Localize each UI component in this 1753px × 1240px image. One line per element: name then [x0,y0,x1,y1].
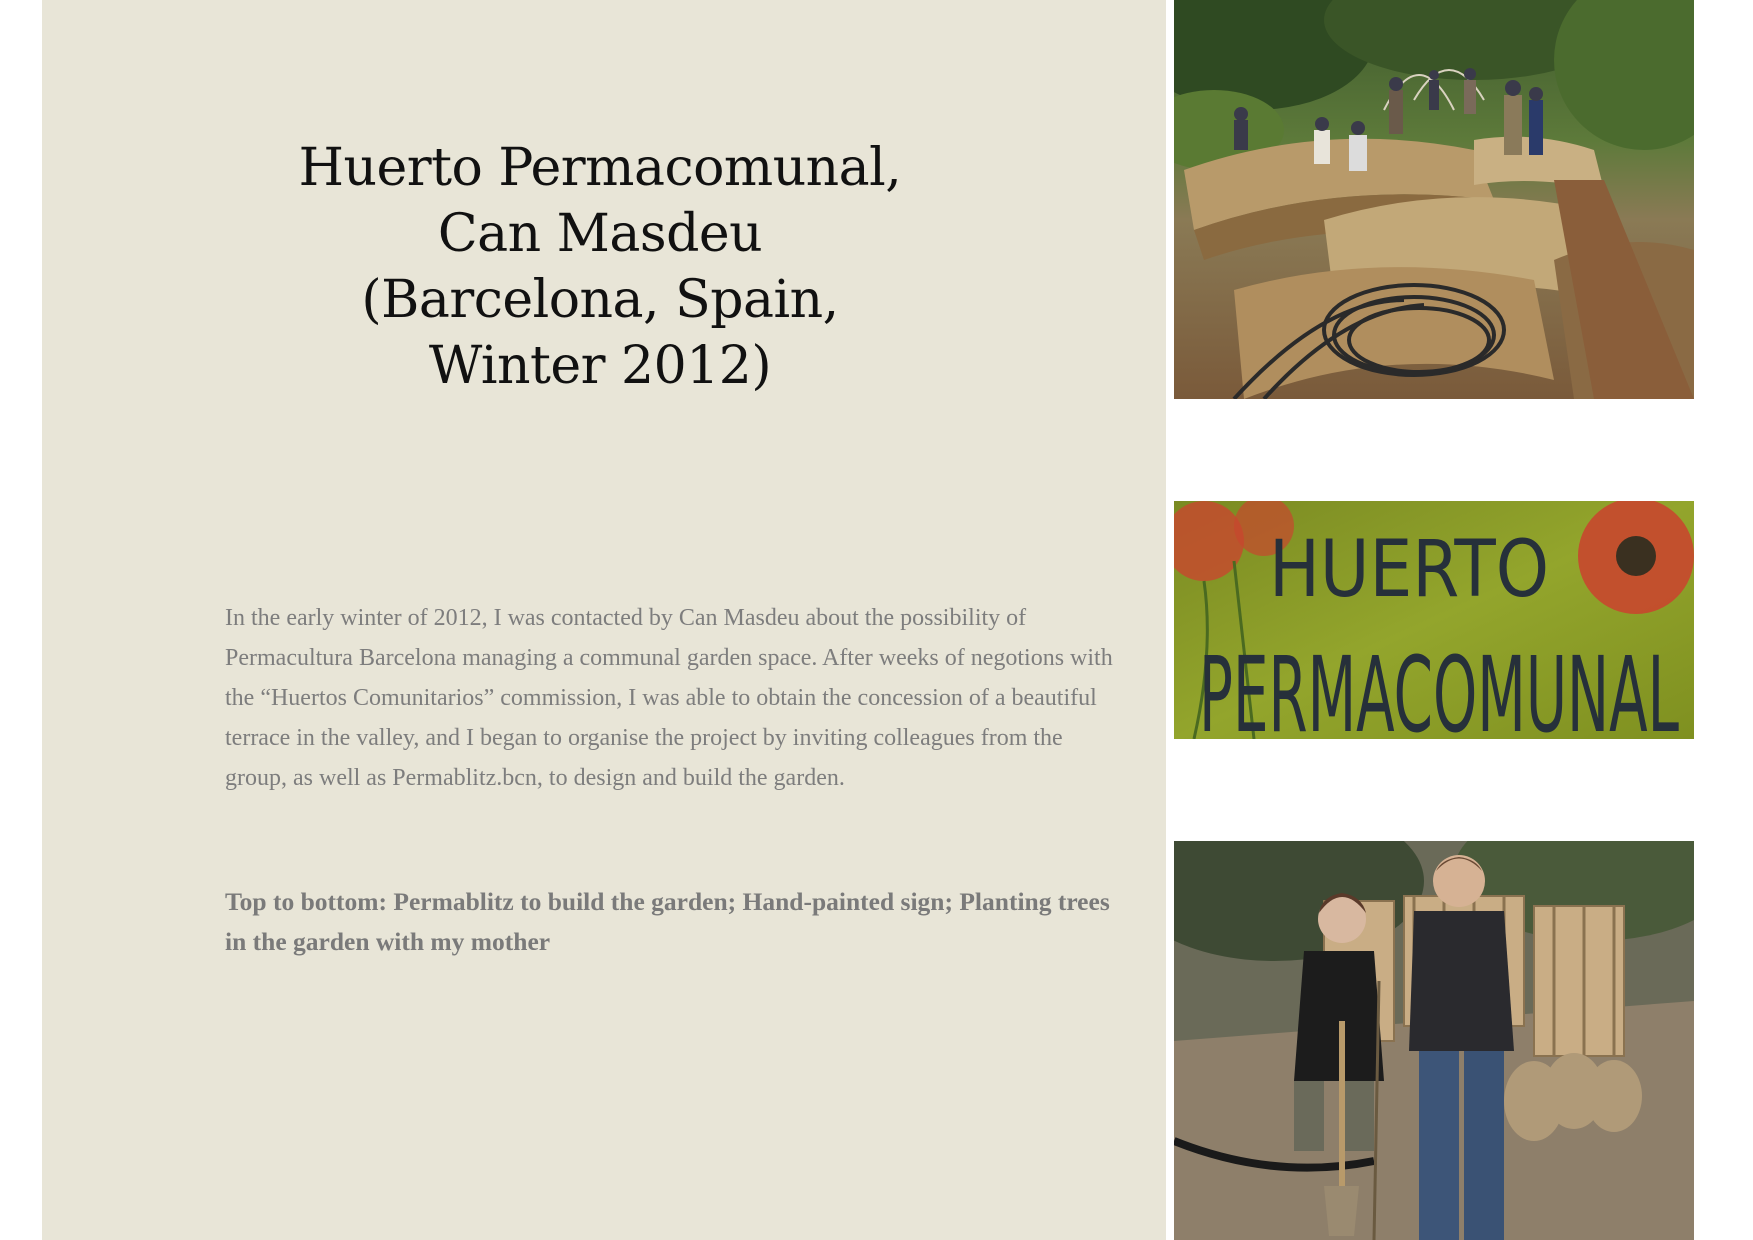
sign-line-2: PERMACOMUNAL [1199,634,1680,739]
sign-line-1: HUERTO [1269,525,1549,615]
garden-build-photo [1174,0,1694,399]
hand-painted-sign-photo [1174,501,1694,739]
page-title: Huerto Permacomunal, Can Masdeu (Barcelona, Spain, Winter 2012) [298,138,902,396]
body-paragraph: In the early winter of 2012, I was contacted by Can Masdeu about the possibility of Permacultura Barcelona managing a communal garden space. After weeks of negotions with the “Huertos Comunitarios” commission, I was able to obtain the concession of a beautiful terrace in the valley, and I began to organise the project by inviting colleagues from the group, as well as Permablitz.bcn, to design and build the garden. [225,605,1113,791]
photo-caption: Top to bottom: Permablitz to build the garden; Hand-painted sign; Planting trees in the garden with my mother [225,887,1110,956]
text-panel [42,0,1166,1240]
planting-trees-photo [1174,841,1694,1240]
